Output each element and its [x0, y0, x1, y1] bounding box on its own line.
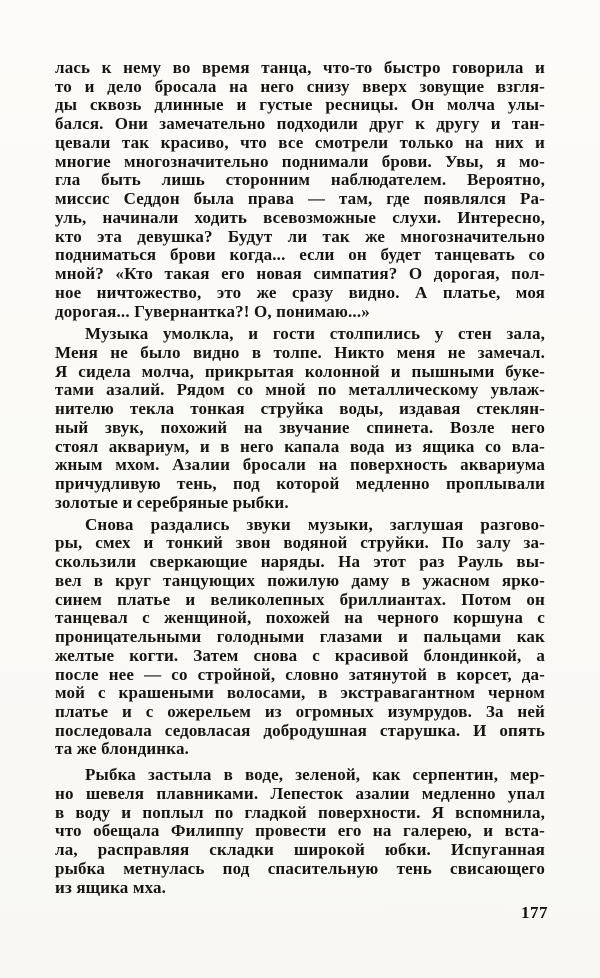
paragraph: [55, 325, 545, 512]
text-line: та же блондинка.: [55, 740, 189, 759]
text-line: платье и с ожерельем из огромных изумрудов. За ней: [55, 702, 545, 721]
text-line: но шевеля плавниками. Лепесток азалии медленно упал: [55, 784, 545, 803]
text-line: миссис Седдон была права — там, где появлялся Ра-: [55, 190, 545, 209]
text-line: проницательными голодными глазами и пальцами как: [55, 628, 545, 647]
paragraph: [55, 59, 545, 321]
text-line: ры, смех и тонкий звон водяной струйки. По залу за-: [55, 534, 545, 553]
text-line: Рыбка застыла в воде, зеленой, как серпентин, мер-: [85, 766, 545, 785]
text-line: подниматься брови когда... если он будет танцевать со: [55, 246, 545, 265]
text-line: танцевал с женщиной, похожей на черного коршуна с: [55, 609, 545, 628]
text-line: вел в круг танцующих пожилую даму в ужасном ярко-: [55, 571, 545, 590]
text-line: синем платье и великолепных бриллиантах. Потом он: [55, 590, 545, 609]
text-line: ды сквозь длинные и густые ресницы. Он молча улы-: [55, 96, 545, 115]
text-line: дорогая... Гувернантка?! О, понимаю...»: [55, 302, 370, 321]
page-number: 177: [521, 903, 548, 922]
text-line: многие многозначительно поднимали брови. Увы, я мо-: [55, 152, 545, 171]
text-line: Снова раздались звуки музыки, заглушая разгово-: [85, 515, 545, 534]
text-line: Я сидела молча, прикрытая колонной и пышными буке-: [55, 362, 545, 381]
text-line: цевали так красиво, что все смотрели только на них и: [55, 133, 545, 152]
text-line: гла быть лишь сторонним наблюдателем. Вероятно,: [55, 171, 545, 190]
text-line: стоял аквариум, и в него капала вода из ящика со вла-: [55, 437, 545, 456]
text-line: что обещала Филиппу провести его на галерею, и вста-: [55, 822, 545, 841]
text-line: последовала седовласая добродушная старушка. И опять: [55, 721, 545, 740]
paragraph: [55, 516, 545, 760]
text-line: из ящика мха.: [55, 878, 167, 897]
text-line: жным мхом. Азалии бросали на поверхность аквариума: [55, 456, 545, 475]
text-line: золотые и серебряные рыбки.: [55, 493, 289, 512]
text-line: кто эта девушка? Будут ли так же многозначительно: [55, 227, 545, 246]
text-line: бался. Они замечательно подходили друг к другу и тан-: [55, 115, 545, 134]
page-text: [55, 59, 545, 897]
text-line: рыбка метнулась под спасительную тень свисающего: [55, 859, 545, 878]
text-line: то и дело бросала на него снизу вверх зовущие взгля-: [55, 77, 545, 96]
text-line: ла, расправляя складки широкой юбки. Испуганная: [55, 841, 545, 860]
text-line: причудливую тень, под которой медленно проплывали: [55, 475, 545, 494]
text-line: нителю текла тонкая струйка воды, издавая стеклян-: [55, 400, 545, 419]
text-line: желтые когти. Затем снова с красивой блондинкой, а: [55, 646, 545, 665]
text-line: мой с крашеными волосами, в экстравагантном черном: [55, 684, 545, 703]
text-line: после нее — со стройной, словно затянутой в корсет, да-: [55, 665, 545, 684]
text-line: скользили сверкающие наряды. На этот раз Рауль вы-: [55, 553, 545, 572]
text-line: ный звук, похожий на звучание спинета. Возле него: [55, 418, 545, 437]
text-line: Музыка умолкла, и гости столпились у стен зала,: [85, 325, 545, 344]
text-line: лась к нему во время танца, что-то быстро говорила и: [55, 59, 545, 77]
text-line: ное ничтожество, это же сразу видно. А платье, моя: [55, 283, 545, 302]
text-line: мной? «Кто такая его новая симпатия? О дорогая, пол-: [55, 265, 545, 284]
text-line: Меня не было видно в толпе. Никто меня не замечал.: [55, 344, 545, 363]
text-line: уль, начинали ходить всевозможные слухи. Интересно,: [55, 208, 545, 227]
paragraph: [55, 766, 545, 897]
text-line: в воду и поплыл по гладкой поверхности. Я вспомнила,: [55, 803, 545, 822]
text-line: тами азалий. Рядом со мной по металлическому увлаж-: [55, 381, 545, 400]
